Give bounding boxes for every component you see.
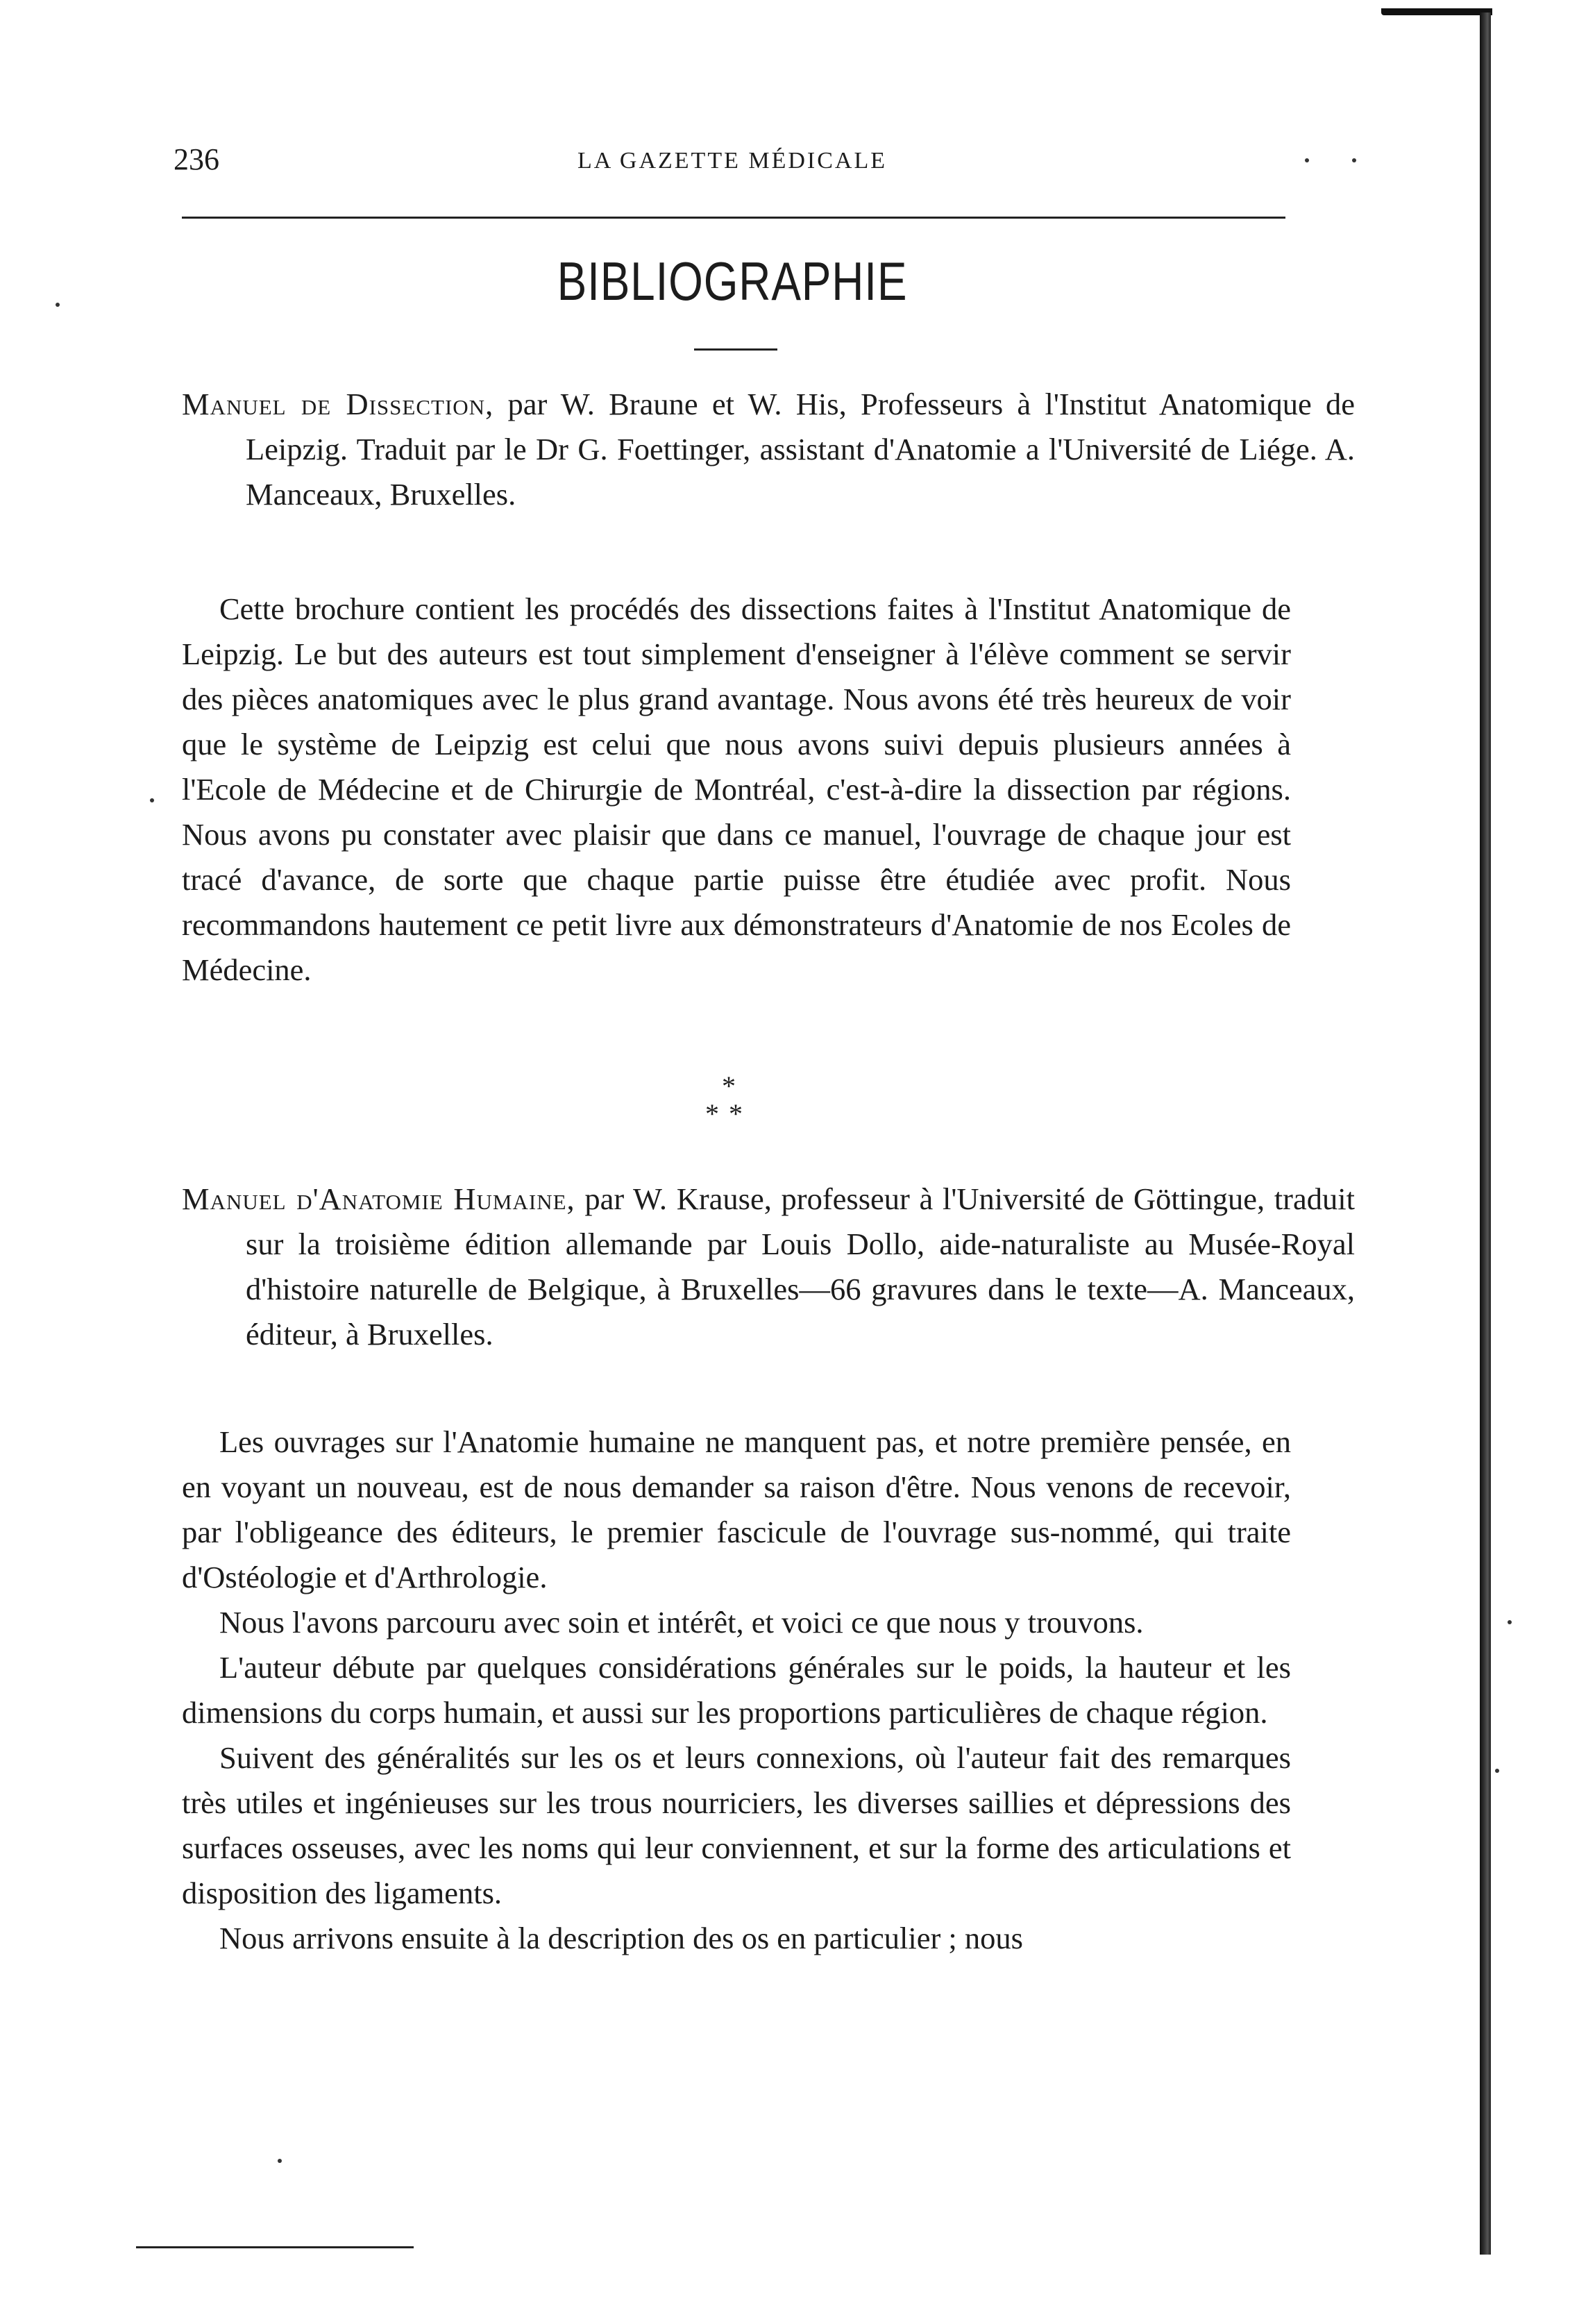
scan-edge-shadow [1480,12,1491,2255]
entry1-paragraph: Cette brochure contient les procédés des dissections faites à l'Institut Anatomique de Leipzig. Le but des auteurs est tout simplement d'enseigner à l'élève comment se servir des pièces anatomiques avec le plus grand avantage. Nous avons été très heureux de voir que le système de Leipzig est celui que nous avons suivi depuis plusieurs années à l'Ecole de Médecine et de Chirurgie de Montréal, c'est-à-dire la dissection par régions. Nous avons pu constater avec plaisir que dans ce manuel, l'ouvrage de chaque jour est tracé d'avance, de sorte que chaque partie puisse être étudiée avec profit. Nous recommandons hautement ce petit livre aux démonstrateurs d'Anatomie de nos Ecoles de Médecine. [182,591,1291,987]
entry2-paragraph-3: L'auteur débute par quelques considérations générales sur le poids, la hauteur et les dimensions du corps humain, et aussi sur les proportions particulières de chaque région. [182,1650,1291,1730]
entry1-review [182,587,1291,993]
entry2-review [182,1420,1291,1961]
entry2-citation-details: par W. Krause, professeur à l'Université de Göttingue, traduit sur la troisième édition allemande par Louis Dollo, aide-naturaliste au Musée-Royal d'histoire naturelle de Belgique, à Bruxelles—66 gravures dans le texte—A. Manceaux, éditeur, à Bruxelles. [246,1181,1355,1352]
asterism-separator [687,1072,770,1135]
footer-rule [136,2246,414,2248]
scan-speck [1508,1620,1512,1624]
journal-title: LA GAZETTE MÉDICALE [577,148,888,174]
scan-speck [1495,1769,1499,1773]
entry2-paragraph-4: Suivent des généralités sur les os et leurs connexions, où l'auteur fait des remarques très utiles et ingénieuses sur les trous nourriciers, les diverses saillies et dépressions des surfaces osseuses, avec les noms qui leur conviennent, et sur la forme des articulations et disposition des ligaments. [182,1740,1291,1910]
entry2-title: Manuel d'Anatomie Humaine, [182,1181,575,1216]
scan-speck [150,798,154,802]
entry1-citation-details: par W. Braune et W. His, Professeurs à l'Institut Anatomique de Leipzig. Traduit par le Dr G. Foettinger, assistant d'Anatomie a l'Université de Liége. A. Manceaux, Bruxelles. [246,387,1356,512]
scan-speck [56,303,60,307]
entry2-citation [182,1177,1355,1357]
header-rule [182,217,1285,219]
scan-speck [278,2159,282,2163]
entry2-paragraph-1: Les ouvrages sur l'Anatomie humaine ne manquent pas, et notre première pensée, en en voyant un nouveau, est de nous demander sa raison d'être. Nous venons de recevoir, par l'obligeance des éditeurs, le premier fascicule de l'ouvrage sus-nommé, qui traite d'Ostéologie et d'Arthrologie. [182,1424,1291,1594]
title-rule [694,348,777,351]
asterism-top: * [722,1070,736,1102]
entry2-paragraph-5: Nous arrivons ensuite à la description des os en particulier ; nous [219,1921,1023,1955]
page-number: 236 [174,142,219,176]
scan-edge-top [1381,8,1492,15]
entry1-citation [182,382,1355,517]
scan-speck [1352,158,1356,162]
entry1-title: Manuel de Dissection, [182,387,494,421]
scan-speck [1305,158,1309,162]
asterism-bottom: ** [705,1098,752,1129]
running-head [174,139,1291,180]
section-title: BIBLIOGRAPHIE [557,251,908,312]
entry2-paragraph-2: Nous l'avons parcouru avec soin et intérêt, et voici ce que nous y trouvons. [219,1605,1144,1640]
